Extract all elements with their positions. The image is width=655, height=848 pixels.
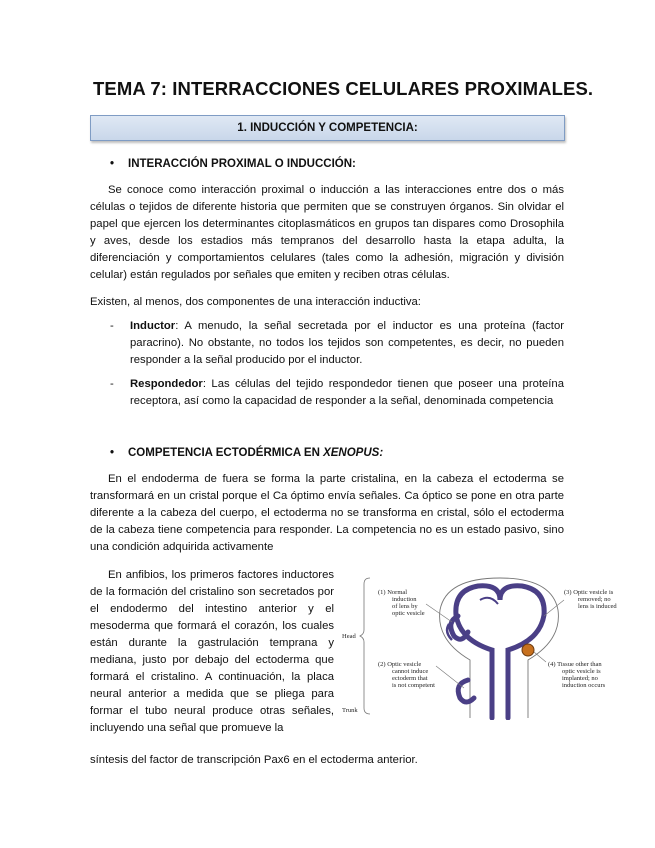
svg-text:(2) Optic vesicle: (2) Optic vesicle — [378, 661, 422, 668]
svg-text:implanted; no: implanted; no — [562, 675, 598, 682]
paragraph-anfibios: En anfibios, los primeros factores inductores de la formación del cristalino son secretados por el endodermo del intestino anterior y el mesoderma que formará el corazón, los cuales están durante la gastrulación temprana y mediana, justo por debajo del ectoderma que formará el cristalino. A continuación, la placa neural anterior a medida que se pliega para formar el tubo neural produce otras señales, incluyendo una señal que promueve la — [90, 569, 334, 734]
leader-line-2 — [436, 666, 464, 688]
svg-text:induction: induction — [392, 596, 417, 603]
neural-fold — [480, 598, 498, 604]
paragraph-competencia: En el endoderma de fuera se forma la parte cristalina, en la cabeza el ectoderma se transformará en un cristal porque el Ca óptimo envía señales. Ca óptico se pone en otra parte diferente a la cabeza del cuerpo, el ectoderma no se transforma en cristal, sólo el ectoderma de la cabeza tiene competencia para responder. La competencia no es un estado pasivo, sino una condición adquirida activamente — [90, 473, 564, 553]
region-bracket — [360, 578, 370, 714]
svg-text:is not competent: is not competent — [392, 682, 435, 689]
bullet-heading-text: INTERACCIÓN PROXIMAL O INDUCCIÓN: — [128, 158, 356, 170]
bullet-heading-text: COMPETENCIA ECTODÉRMICA EN — [128, 447, 324, 459]
svg-text:ectoderm that: ectoderm that — [392, 675, 428, 682]
label-3 — [564, 589, 617, 610]
list-item-respondedor — [110, 376, 564, 410]
label-4 — [548, 661, 606, 689]
bullet-heading-italic: XENOPUS: — [323, 447, 384, 459]
section-heading: 1. INDUCCIÓN Y COMPETENCIA: — [237, 122, 418, 134]
item-text: : Las células del tejido respondedor tienen que poseer una proteína receptora, así como la capacidad de responder a la señal, denominada competencia — [130, 378, 564, 407]
svg-text:(3) Optic vesicle is: (3) Optic vesicle is — [564, 589, 614, 596]
list-dash: - — [110, 320, 114, 332]
section-heading-box — [90, 115, 565, 141]
svg-text:optic vesicle is: optic vesicle is — [562, 668, 601, 675]
svg-text:(1) Normal: (1) Normal — [378, 589, 408, 596]
trunk-label: Trunk — [342, 707, 358, 714]
bullet-marker: • — [110, 447, 115, 459]
svg-text:lens is induced: lens is induced — [578, 603, 617, 610]
leader-line-1 — [426, 604, 452, 622]
paragraph-induction: Se conoce como interacción proximal o inducción a las interacciones entre dos o más células o tejidos de diferente historia que permiten que se construyen órganos. Sin olvidar el papel que ejercen los determinantes citoplasmáticos en grupos tan dispares como Drosophila y aves, desde los estadios más tempranos del desarrollo hasta la etapa adulta, la diferenciación y comportamientos celulares (tales como la adhesión, migración y división celular) están regulados por señales que emiten y reciben otras células. — [90, 184, 564, 281]
optic-vesicle-2 — [458, 680, 474, 702]
page-title: TEMA 7: INTERRACCIONES CELULARES PROXIMALES. — [93, 78, 594, 99]
list-item-inductor — [110, 318, 564, 369]
svg-text:removed; no: removed; no — [578, 596, 611, 603]
bullet-heading-competencia — [110, 447, 383, 459]
head-label: Head — [342, 633, 356, 640]
list-dash: - — [110, 378, 114, 390]
svg-text:optic vesicle: optic vesicle — [392, 610, 425, 617]
item-text: : A menudo, la señal secretada por el inductor es una proteína (factor paracrino). No obstante, no todos los tejidos son competentes, es decir, no pueden responder a la señal producido por el inductor. — [130, 320, 564, 366]
embryo-induction-figure — [340, 570, 640, 720]
svg-text:cannot induce: cannot induce — [392, 668, 429, 675]
label-2 — [378, 661, 435, 689]
bullet-heading-induction — [110, 158, 356, 170]
term-respondedor: Respondedor — [130, 378, 203, 390]
svg-text:(4) Tissue other than: (4) Tissue other than — [548, 661, 602, 668]
implanted-tissue — [522, 644, 534, 656]
paragraph-components: Existen, al menos, dos componentes de una interacción inductiva: — [90, 296, 421, 308]
svg-text:of lens by: of lens by — [392, 603, 418, 610]
paragraph-anfibios-end: síntesis del factor de transcripción Pax6 en el ectoderma anterior. — [90, 754, 418, 766]
leader-line-4 — [534, 652, 546, 662]
leader-line-3 — [544, 600, 564, 616]
label-1 — [378, 589, 425, 617]
bullet-marker: • — [110, 158, 115, 170]
svg-text:induction occurs: induction occurs — [562, 682, 606, 689]
term-inductor: Inductor — [130, 320, 176, 332]
